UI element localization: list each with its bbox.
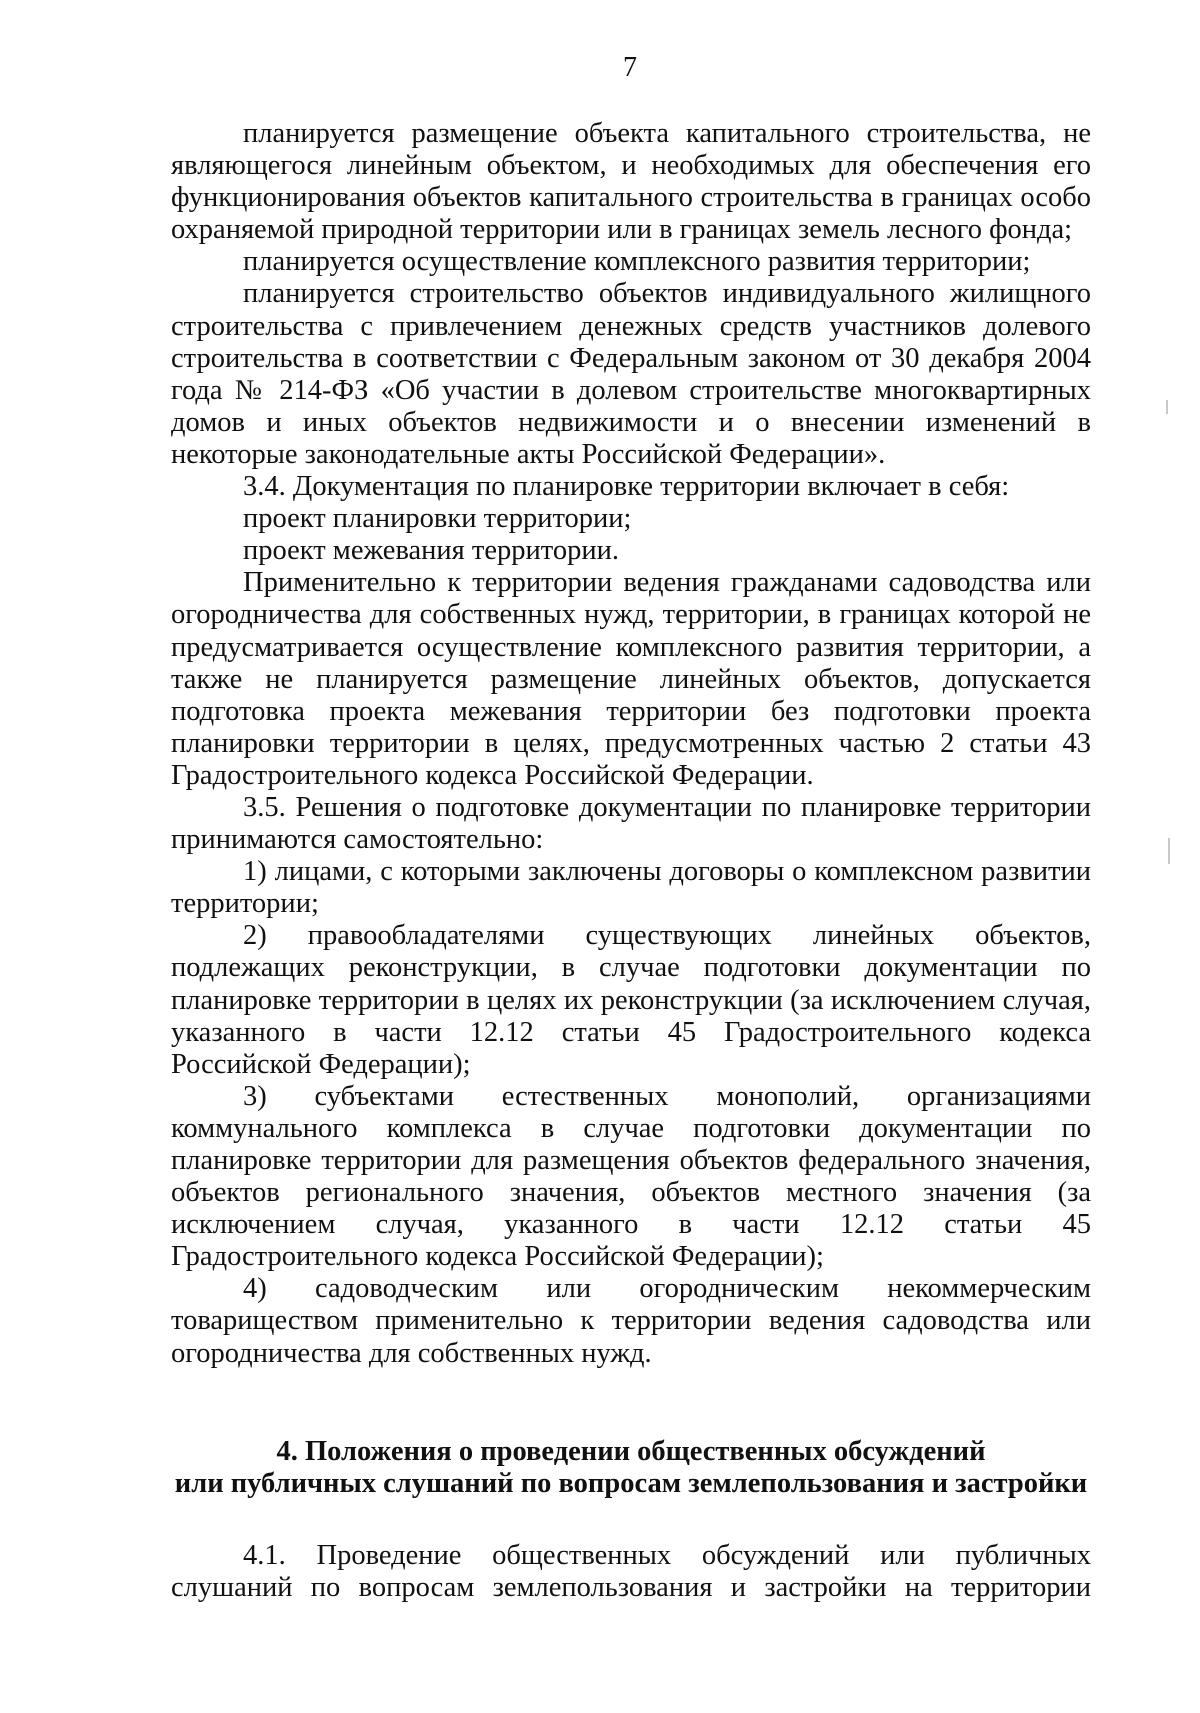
page-number: 7 [623, 52, 637, 83]
paragraph: планируется строительство объектов индивидуального жилищного строительства с привлечением денежных средств участников долевого строительства в соответствии с Федеральным законом от 30 декабря 2004 года № 214-ФЗ «Об участии в долевом строительстве многоквартирных домов и иных объектов недвижимости и о внесении изменений в некоторые законодательные акты Российской Федерации». [171, 278, 1091, 470]
section-heading-line: или публичных слушаний по вопросам землепользования и застройки [174, 1468, 1088, 1500]
paragraph: планируется осуществление комплексного развития территории; [243, 246, 1031, 278]
section-heading-line: 4. Положения о проведении общественных обсуждений [276, 1436, 986, 1467]
body-text [171, 118, 1091, 1370]
paragraph: 2) правообладателями существующих линейных объектов, подлежащих реконструкции, в случае подготовки документации по планировке территории в целях их реконструкции (за исключением случая, указанного в части 12.12 статьи 45 Градостроительного кодекса Российской Федерации); [171, 920, 1091, 1080]
paragraph: 3.5. Решения о подготовке документации по планировке территории принимаются самостоятельно: [171, 791, 1091, 856]
paragraph: 4.1. Проведение общественных обсуждений или публичных слушаний по вопросам землепользования и застройки на территории [171, 1540, 1091, 1604]
section-body [171, 1540, 1091, 1604]
paragraph: Применительно к территории ведения гражданами садоводства или огородничества для собственных нужд, территории, в границах которой не предусматривается осуществление комплексного развития территории, а также не планируется размещение линейных объектов, допускается подготовка проекта межевания территории без подготовки проекта планировки территории в целях, предусмотренных частью 2 статьи 43 Градостроительного кодекса Российской Федерации. [171, 567, 1091, 791]
paragraph: 3.4. Документация по планировке территории включает в себя: [243, 471, 1010, 503]
paragraph: 4) садоводческим или огородническим некоммерческим товариществом применительно к территории ведения садоводства или огородничества для собственных нужд. [171, 1273, 1091, 1369]
scan-artifact [1166, 400, 1168, 414]
scan-artifact [1168, 838, 1170, 864]
paragraph: 1) лицами, с которыми заключены договоры о комплексном развитии территории; [171, 856, 1091, 920]
paragraph: проект планировки территории; [243, 503, 632, 535]
paragraph: планируется размещение объекта капитального строительства, не являющегося линейным объектом, и необходимых для обеспечения его функционирования объектов капитального строительства в границах особо охраняемой природной территории или в границах земель лесного фонда; [171, 118, 1091, 246]
paragraph: 3) субъектами естественных монополий, организациями коммунального комплекса в случае подготовки документации по планировке территории для размещения объектов федерального значения, объектов регионального значения, объектов местного значения (за исключением случая, указанного в части 12.12 статьи 45 Градостроительного кодекса Российской Федерации); [171, 1080, 1091, 1273]
paragraph: проект межевания территории. [243, 535, 619, 567]
section-heading [171, 1436, 1091, 1500]
